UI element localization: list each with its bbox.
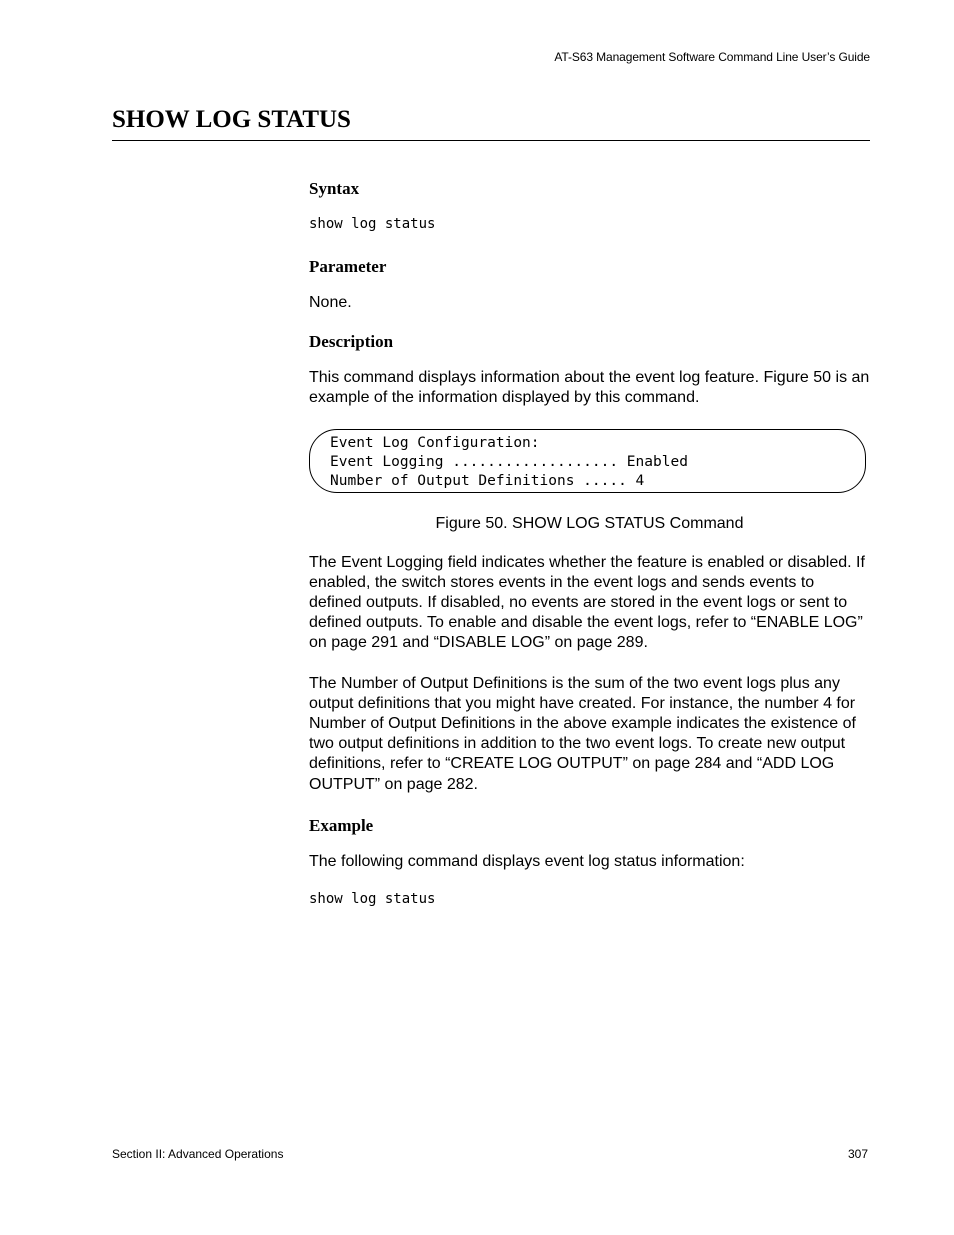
page-title: SHOW LOG STATUS [112, 106, 351, 133]
title-divider [112, 140, 870, 141]
figure-line: Number of Output Definitions ..... 4 [330, 472, 645, 489]
parameter-heading: Parameter [309, 257, 387, 276]
example-text: The following command displays event log status information: [309, 852, 745, 870]
syntax-heading: Syntax [309, 179, 360, 198]
description-paragraph-1: The Event Logging field indicates whether the feature is enabled or disabled. If enabled, the switch stores events in the event logs and sends events to defined outputs. If disabled, no events are stored in the event logs or sent to defined outputs. To enable and disable the event logs, refer to “ENABLE LOG” on page 291 and “DISABLE LOG” on page 289. [309, 553, 865, 652]
figure-caption: Figure 50. SHOW LOG STATUS Command [435, 514, 744, 532]
description-heading: Description [309, 332, 394, 352]
parameter-text: None. [309, 294, 352, 311]
example-code: show log status [309, 891, 436, 908]
description-intro: This command displays information about the event log feature. Figure 50 is an example of the information displayed by this command. [309, 369, 870, 407]
page-number: 307 [847, 1147, 868, 1161]
description-paragraph-2: The Number of Output Definitions is the sum of the two event logs plus any output definitions that you might have created. For instance, the number 4 for Number of Output Definitions in the above example indicates the existence of two output definitions in addition to the two event logs. To create new output definitions, refer to “CREATE LOG OUTPUT” on page 284 and “ADD LOG OUTPUT” on page 282. [309, 674, 856, 793]
figure-line: Event Logging ................... Enabled [330, 453, 688, 470]
main-content [309, 178, 870, 931]
footer-section: Section II: Advanced Operations [112, 1147, 284, 1161]
syntax-code: show log status [309, 216, 436, 232]
figure-line: Event Log Configuration: [330, 434, 540, 451]
example-heading: Example [309, 815, 374, 835]
running-header: AT-S63 Management Software Command Line User’s Guide [554, 50, 870, 64]
figure-output-box [309, 429, 866, 493]
